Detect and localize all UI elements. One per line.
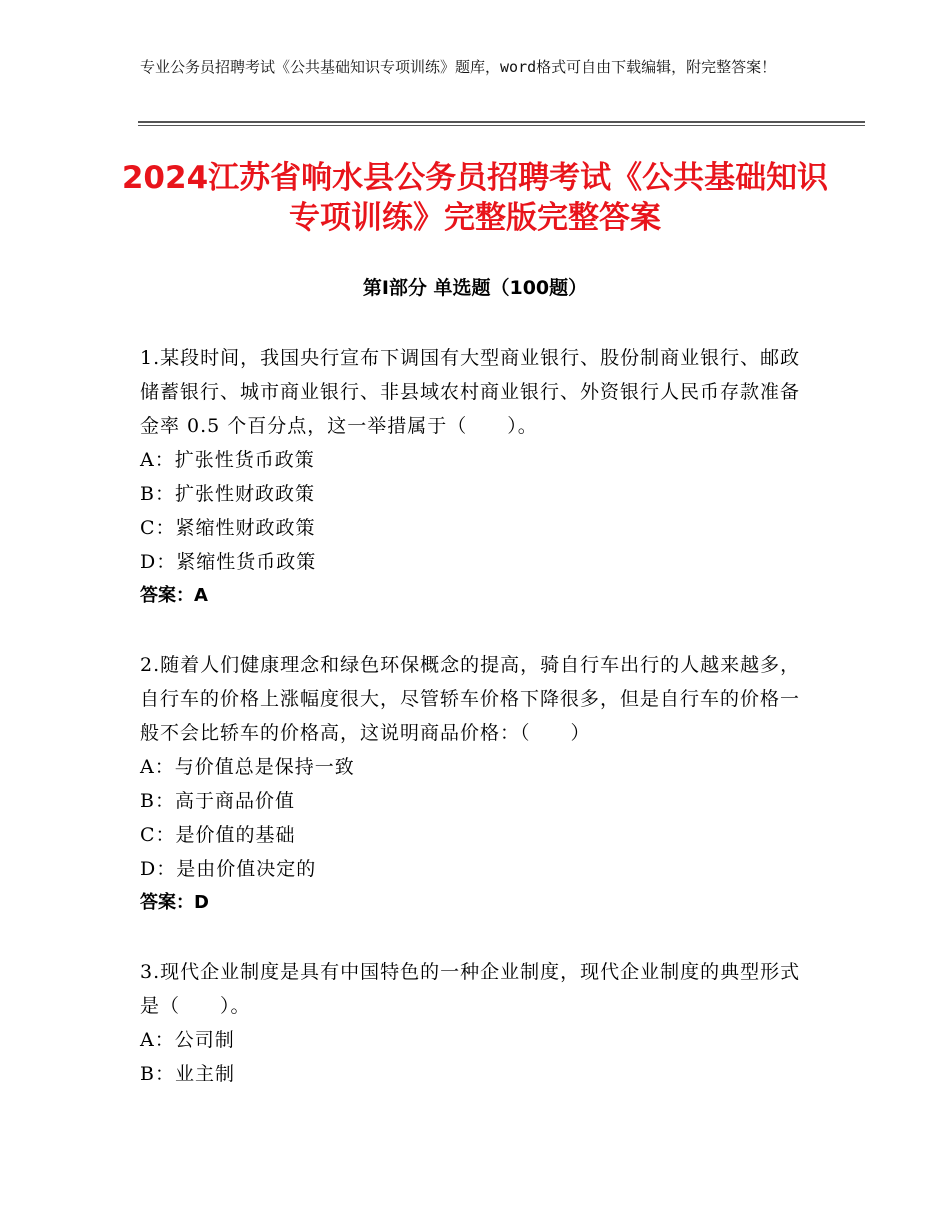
answer: 答案：A: [140, 585, 208, 606]
question-1: [140, 341, 810, 613]
option-b: B：业主制: [140, 1063, 235, 1085]
answer: 答案：D: [140, 892, 209, 913]
option-a: A：扩张性货币政策: [140, 449, 315, 471]
option-c: C：紧缩性财政政策: [140, 517, 316, 539]
question-stem: 1.某段时间，我国央行宣布下调国有大型商业银行、股份制商业银行、邮政储蓄银行、城市商业银行、非县域农村商业银行、外资银行人民币存款准备金率 0.5 个百分点，这一举措属于（ ）。: [140, 347, 801, 437]
header-divider-thin: [138, 125, 865, 126]
option-b: B：高于商品价值: [140, 790, 295, 812]
question-stem: 2.随着人们健康理念和绿色环保概念的提高，骑自行车出行的人越来越多，自行车的价格上涨幅度很大，尽管轿车价格下降很多，但是自行车的价格一般不会比轿车的价格高，这说明商品价格：（ ）: [140, 654, 801, 744]
option-d: D：是由价值决定的: [140, 858, 317, 880]
option-a: A：与价值总是保持一致: [140, 756, 355, 778]
option-b: B：扩张性财政政策: [140, 483, 315, 505]
document-title: 2024江苏省响水县公务员招聘考试《公共基础知识专项训练》完整版完整答案: [121, 160, 829, 236]
header-note: 专业公务员招聘考试《公共基础知识专项训练》题库，word格式可自由下载编辑，附完整答案！: [140, 58, 777, 76]
section-heading: 第Ⅰ部分 单选题（100题）: [362, 277, 588, 299]
question-3: [140, 955, 810, 1091]
header-divider-thick: [138, 121, 865, 123]
question-2: [140, 648, 810, 920]
option-a: A：公司制: [140, 1029, 235, 1051]
option-d: D：紧缩性货币政策: [140, 551, 317, 573]
option-c: C：是价值的基础: [140, 824, 296, 846]
question-stem: 3.现代企业制度是具有中国特色的一种企业制度，现代企业制度的典型形式是（ ）。: [140, 961, 801, 1017]
